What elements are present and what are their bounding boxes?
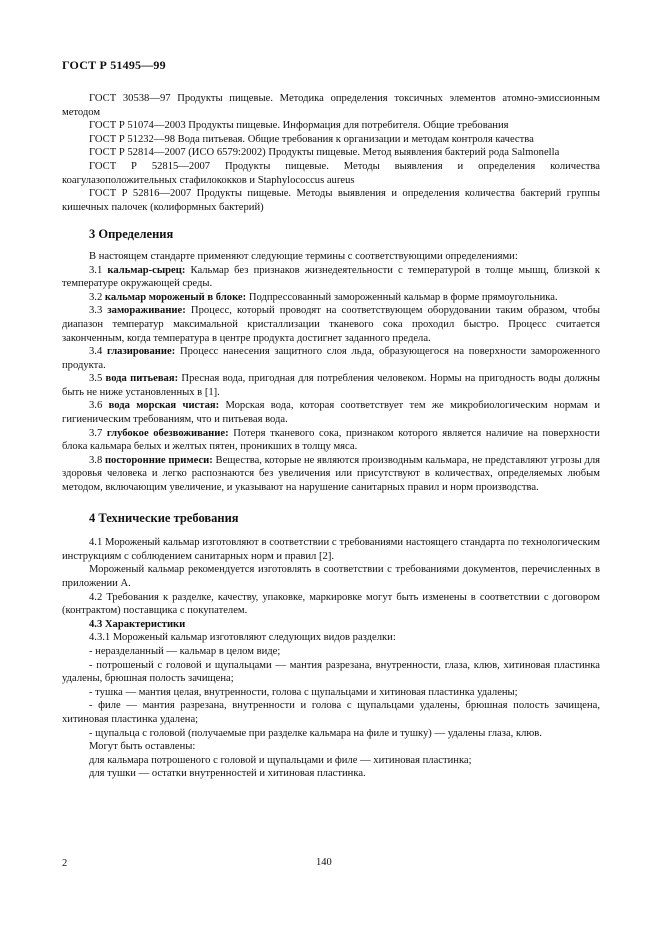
reference-item: ГОСТ Р 52815—2007 Продукты пищевые. Методы выявления и определения количества коагулазоположительных стафилококков и Staphylococcus aureus bbox=[62, 160, 600, 186]
definition-text: Морская вода, которая соответствует тем же микробиологическим нормам и гигиеническим требованиям, что и питьевая вода. bbox=[62, 400, 600, 426]
definition-term: глазирование: bbox=[106, 346, 176, 358]
section-3-title: 3 Определения bbox=[89, 227, 174, 242]
definition-term: вода питьевая: bbox=[105, 373, 179, 385]
definition-item bbox=[62, 427, 600, 454]
definition-term: посторонние примеси: bbox=[104, 454, 213, 466]
references-list bbox=[62, 92, 600, 214]
definition-number: 3.5 bbox=[89, 373, 103, 385]
clause-4-1: 4.1 Мороженый кальмар изготовляют в соответствии с требованиями настоящего стандарта по технологическим инструкциям с соблюдением санитарных норм и правил [2]. bbox=[62, 537, 600, 562]
cut-type-item: - щупальца с головой (получаемые при разделке кальмара на филе и тушку) — удалены глаза, клюв. bbox=[89, 727, 542, 739]
clause-4-2: 4.2 Требования к разделке, качеству, упаковке, маркировке могут быть изменены в соответствии с договором (контрактом) поставщика с покупателем. bbox=[62, 591, 600, 617]
reference-item: ГОСТ Р 52816—2007 Продукты пищевые. Методы выявления и определения количества бактерий группы кишечных палочек (колиформных бактерий) bbox=[62, 188, 600, 213]
may-leave-item: для тушки — остатки внутренностей и хитиновая пластинка. bbox=[89, 768, 366, 780]
definition-term: кальмар мороженый в блоке: bbox=[104, 291, 247, 303]
definition-text: Вещества, которые не являются производным кальмара, не представляют угрозы для здоровья человека и легко распознаются без увеличения или присутствуют в количествах, определяемых любым методом, включающим увеличение, и указывают на нарушение санитарных правил и норм производства. bbox=[62, 454, 600, 494]
definition-text: Подпрессованный замороженный кальмар в форме прямоугольника. bbox=[248, 291, 558, 303]
definition-item bbox=[62, 291, 600, 305]
definition-text: Кальмар без признаков жизнедеятельности с температурой в толще мышц, близкой к температуре окружающей среды. bbox=[62, 264, 600, 290]
reference-item: ГОСТ 30538—97 Продукты пищевые. Методика определения токсичных элементов атомно-эмиссионным методом bbox=[62, 93, 600, 118]
cut-type-item: - тушка — мантия целая, внутренности, голова с щупальцами и хитиновая пластинка удалены; bbox=[89, 686, 518, 698]
reference-item: ГОСТ Р 51232—98 Вода питьевая. Общие требования к организации и методам контроля качества bbox=[89, 133, 534, 145]
definition-item bbox=[62, 345, 600, 372]
definition-item bbox=[62, 454, 600, 495]
definition-text: Потеря тканевого сока, признаком которого является наличие на поверхности блока кальмара белых и желтых пятен, проникших в толщу мяса. bbox=[62, 427, 600, 453]
definition-item bbox=[62, 372, 600, 399]
document-body bbox=[62, 92, 600, 781]
sheet-number: 140 bbox=[316, 857, 332, 868]
definition-term: глубокое обезвоживание: bbox=[106, 427, 229, 439]
reference-item: ГОСТ Р 52814—2007 (ИСО 6579:2002) Продукты пищевые. Метод выявления бактерий рода Salmonella bbox=[89, 147, 560, 159]
definition-number: 3.7 bbox=[89, 427, 103, 439]
definition-text: Пресная вода, пригодная для потребления человеком. Нормы на пригодность воды должны быть не ниже установленных в [1]. bbox=[62, 373, 601, 398]
definition-number: 3.6 bbox=[89, 400, 103, 412]
clause-4-1-note: Мороженый кальмар рекомендуется изготовлять в соответствии с требованиями документов, перечисленных в приложении А. bbox=[62, 564, 600, 589]
document-header: ГОСТ Р 51495—99 bbox=[62, 58, 166, 72]
definition-number: 3.8 bbox=[89, 454, 103, 466]
clause-4-3-1: 4.3.1 Мороженый кальмар изготовляют следующих видов разделки: bbox=[89, 632, 396, 644]
definition-term: замораживание: bbox=[107, 305, 186, 317]
cut-type-item: - неразделанный — кальмар в целом виде; bbox=[89, 645, 281, 657]
cut-type-item: - филе — мантия разрезана, внутренности и голова с щупальцами удалены, брюшная полость зачищена, хитиновая пластинка удалена; bbox=[62, 700, 600, 725]
subsection-4-3-title: 4.3 Характеристики bbox=[89, 618, 186, 630]
cut-type-item: - потрошеный с головой и щупальцами — мантия разрезана, внутренности, глаза, клюв, хитиновая пластинка удалены, брюшная полость зачищена; bbox=[62, 659, 600, 685]
definition-term: кальмар-сырец: bbox=[107, 264, 186, 276]
section-3-intro: В настоящем стандарте применяют следующие термины с соответствующими определениями: bbox=[89, 250, 518, 262]
may-leave-item: для кальмара потрошеного с головой и щупальцами и филе — хитиновая пластинка; bbox=[89, 754, 472, 766]
definition-term: вода морская чистая: bbox=[108, 400, 220, 412]
page-number: 2 bbox=[62, 858, 68, 869]
may-leave-label: Могут быть оставлены: bbox=[89, 741, 196, 753]
definition-number: 3.1 bbox=[89, 264, 103, 276]
definition-text: Процесс, который проводят на соответствующем оборудовании таким образом, чтобы диапазон температур максимальной кристаллизации тканевого сока проходил быстро. Процесс считается законченным, когда температура в центре продукта достигнет заданного предела. bbox=[62, 305, 600, 344]
section-4-title: 4 Технические требования bbox=[89, 510, 239, 525]
definition-number: 3.4 bbox=[89, 346, 103, 358]
definition-item bbox=[62, 304, 600, 345]
definition-number: 3.3 bbox=[89, 305, 103, 317]
definition-item bbox=[62, 399, 600, 426]
reference-item: ГОСТ Р 51074—2003 Продукты пищевые. Информация для потребителя. Общие требования bbox=[89, 120, 509, 132]
definition-text: Процесс нанесения защитного слоя льда, образующегося на поверхности замороженного продукта. bbox=[62, 346, 601, 371]
definition-number: 3.2 bbox=[89, 291, 103, 303]
definition-item bbox=[62, 264, 600, 291]
